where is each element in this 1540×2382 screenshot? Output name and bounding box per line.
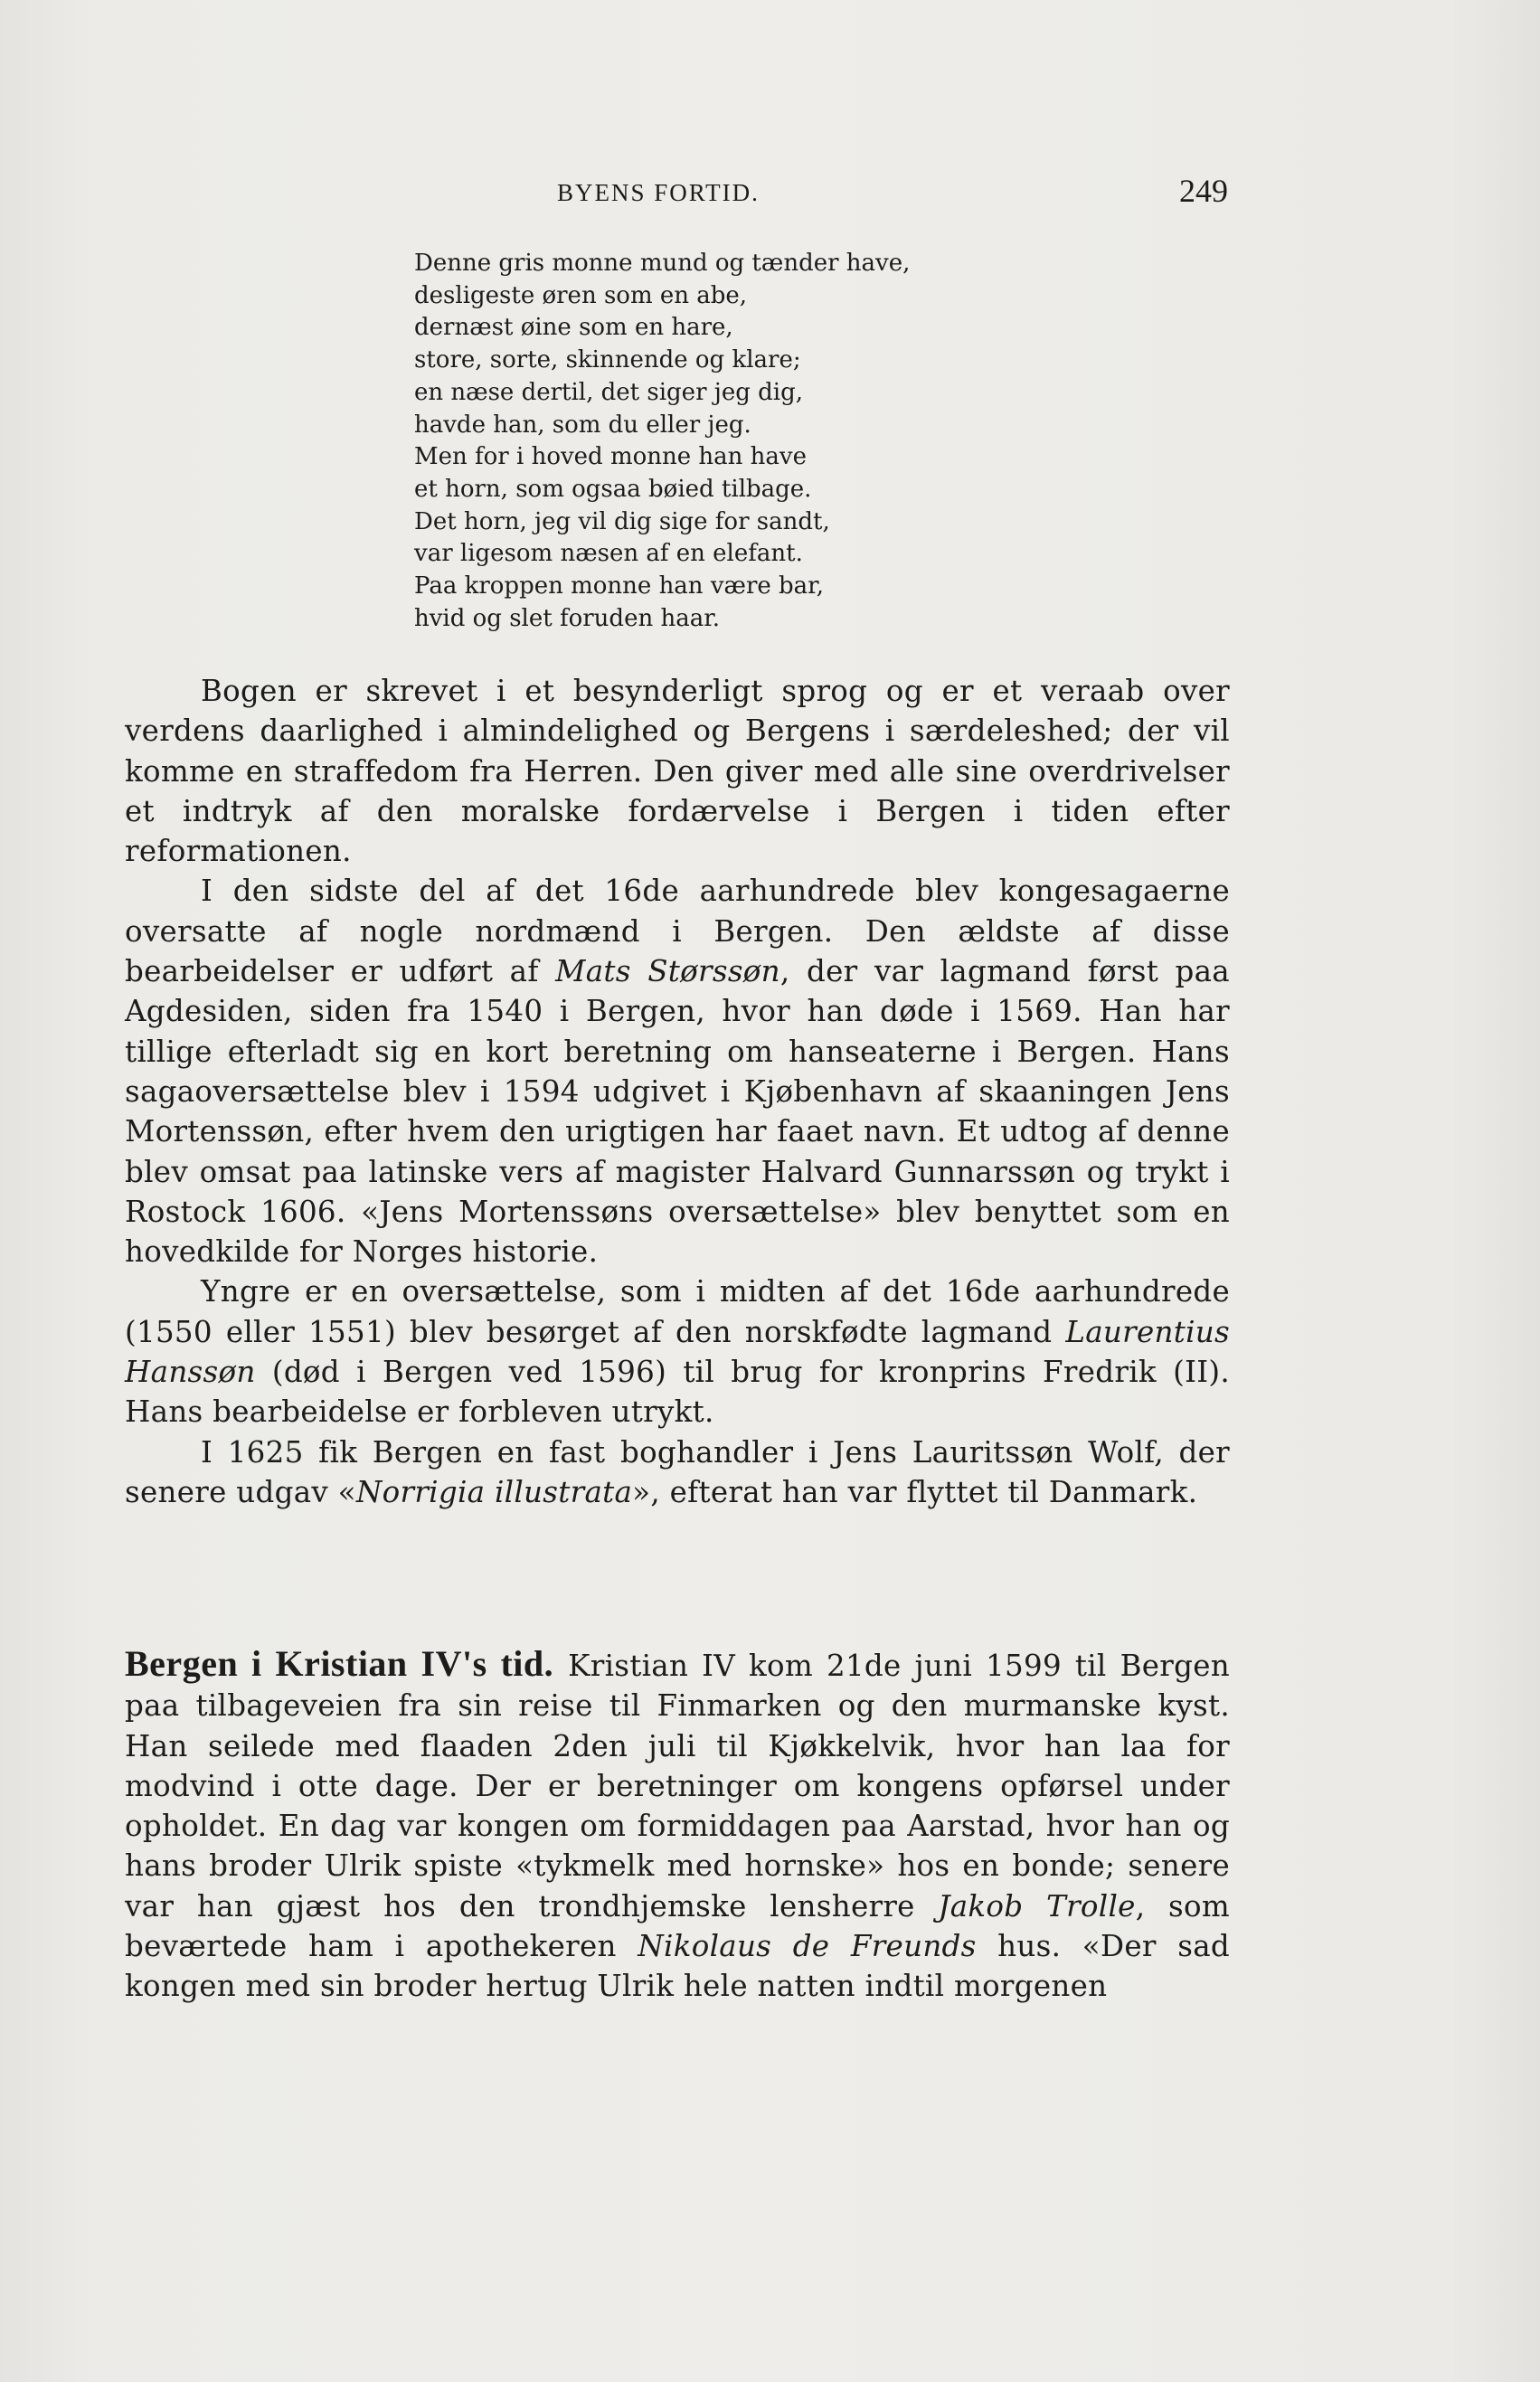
poem-line: Det horn, jeg vil dig sige for sandt,: [414, 507, 830, 535]
poem-line: Men for i hoved monne han have: [414, 443, 807, 471]
poem-quote: [414, 248, 1101, 635]
section-text-c: hus. «Der sad kongen med sin broder hertug Ulrik hele natten indtil morgenen: [125, 1929, 1230, 2004]
poem-line: desligeste øren som en abe,: [414, 281, 748, 309]
paragraph-2-text-b: , der var lagmand først paa Agdesiden, siden fra 1540 i Bergen, hvor han døde i 1569. Han har tillige efterladt sig en kort beretning om hanseaterne i Bergen. Hans sagaoversættelse blev i 1594 udgivet i Kjøbenhavn af skaaningen Jens Mortenssøn, efter hvem den urigtigen har faaet navn. Et udtog af denne blev omsat paa latinske vers af magister Halvard Gunnarssøn og trykt i Rostock 1606. «Jens Mortenssøns oversættelse» blev benyttet som en hovedkilde for Norges historie.: [125, 954, 1230, 1270]
body-text: [125, 671, 1230, 1512]
paragraph-4-text-b: », efterat han var flyttet til Danmark.: [632, 1474, 1198, 1509]
person-name-nikolaus-de-freunds: Nikolaus de Freunds: [638, 1929, 977, 1964]
paragraph-2: [125, 871, 1230, 1271]
section-heading: Bergen i Kristian IV's tid.: [125, 1643, 554, 1684]
person-name-jakob-trolle: Jakob Trolle: [938, 1888, 1136, 1924]
paragraph-3: [125, 1271, 1230, 1432]
paragraph-4-text-a: I 1625 fik Bergen en fast boghandler i Jens Lauritssøn Wolf, der senere udgav «: [125, 1434, 1230, 1509]
poem-line: havde han, som du eller jeg.: [414, 411, 751, 439]
section-kristian-iv: [125, 1644, 1230, 2007]
person-name-laurentius-hansson: Laurentius Hanssøn: [125, 1314, 1230, 1390]
poem-line: en næse dertil, det siger jeg dig,: [414, 378, 803, 406]
poem-line: Denne gris monne mund og tænder have,: [414, 250, 911, 277]
poem-line: dernæst øine som en hare,: [414, 314, 733, 342]
poem-line: hvid og slet foruden haar.: [414, 604, 721, 632]
page-number: 249: [1179, 173, 1228, 209]
paragraph-4: [125, 1432, 1230, 1513]
poem-line: et horn, som ogsaa bøied tilbage.: [414, 475, 812, 503]
paragraph-3-text-a: Yngre er en oversættelse, som i midten af det 16de aarhundrede (1550 eller 1551) blev besørget af den norskfødte lagmand: [125, 1274, 1230, 1349]
section-text-b: , som beværtede ham i apothekeren: [125, 1888, 1230, 1964]
person-name-mats-storsson: Mats Størssøn: [555, 954, 780, 989]
running-title: BYENS FORTID.: [557, 179, 760, 206]
section-text-a: Kristian IV kom 21de juni 1599 til Bergen paa tilbageveien fra sin reise til Finmarken og den murmanske kyst. Han seilede med flaaden 2den juli til Kjøkkelvik, hvor han laa for modvind i otte dage. Der er beretninger om kongens opførsel under opholdet. En dag var kongen om formiddagen paa Aarstad, hvor han og hans broder Ulrik spiste «tykmelk med hornske» hos en bonde; senere var han gjæst hos den trondhjemske lensherre: [125, 1649, 1231, 1924]
paragraph-3-text-b: (død i Bergen ved 1596) til brug for kronprins Fredrik (II). Hans bearbeidelse er forbleven utrykt.: [125, 1355, 1230, 1430]
section-paragraph: [125, 1644, 1230, 2007]
book-title-norrigia-illustrata: Norrigia illustrata: [355, 1474, 633, 1509]
page-header: [125, 172, 1228, 217]
poem-line: store, sorte, skinnende og klare;: [414, 346, 801, 374]
paragraph-2-text-a: I den sidste del af det 16de aarhundrede blev kongesagaerne oversatte af nogle nordmænd i Bergen. Den ældste af disse bearbeidelser er udført af: [125, 874, 1230, 989]
poem-line: var ligesom næsen af en elefant.: [414, 540, 803, 568]
paragraph-1: Bogen er skrevet i et besynderligt sprog og er et veraab over verdens daarlighed i almindelighed og Bergens i særdeleshed; der vil komme en straffedom fra Herren. Den giver med alle sine overdrivelser et indtryk af den moralske fordærvelse i Bergen i tiden efter reformationen.: [125, 674, 1230, 869]
poem-line: Paa kroppen monne han være bar,: [414, 572, 825, 600]
